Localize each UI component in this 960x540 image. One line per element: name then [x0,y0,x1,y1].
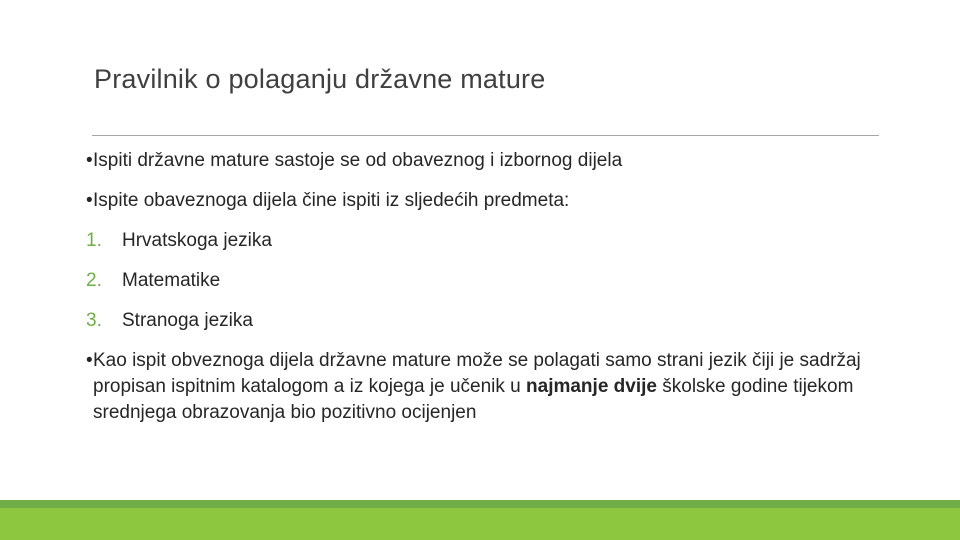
bullet-dot: • [86,190,93,211]
slide-content [86,148,886,426]
bullet-item [86,188,886,214]
item-number: 1. [86,230,102,251]
bullet-dot: • [86,350,93,371]
item-text: Stranoga jezika [122,310,253,331]
bullet-text: Ispite obaveznoga dijela čine ispiti iz sljedećih predmeta: [93,190,570,211]
bullet-text-part: Kao ispit obveznoga dijela državne mature može se polagati samo strani jezik čiji je sadržaj propisan ispitnim katalogom a iz kojega je učenik u [93,350,861,397]
numbered-item [86,308,886,334]
item-text: Matematike [122,270,221,291]
item-text: Hrvatskoga jezika [122,230,272,251]
item-number: 2. [86,270,102,291]
bullet-text-part: školske godine tijekom srednjega obrazovanja bio pozitivno ocijenjen [93,376,854,423]
title-divider [92,135,879,136]
numbered-item [86,228,886,254]
bullet-text-emphasis: najmanje dvije [526,376,657,397]
slide-title: Pravilnik o polaganju državne mature [94,64,546,94]
numbered-item [86,268,886,294]
bullet-text [93,348,886,426]
footer-accent-bar [0,500,960,540]
bullet-dot: • [86,150,93,171]
footer-accent-fill [0,508,960,540]
item-number: 3. [86,310,102,331]
bullet-item [86,148,886,174]
bullet-text: Ispiti državne mature sastoje se od obaveznog i izbornog dijela [93,150,623,171]
bullet-item [86,348,886,426]
footer-accent-stripe [0,500,960,508]
